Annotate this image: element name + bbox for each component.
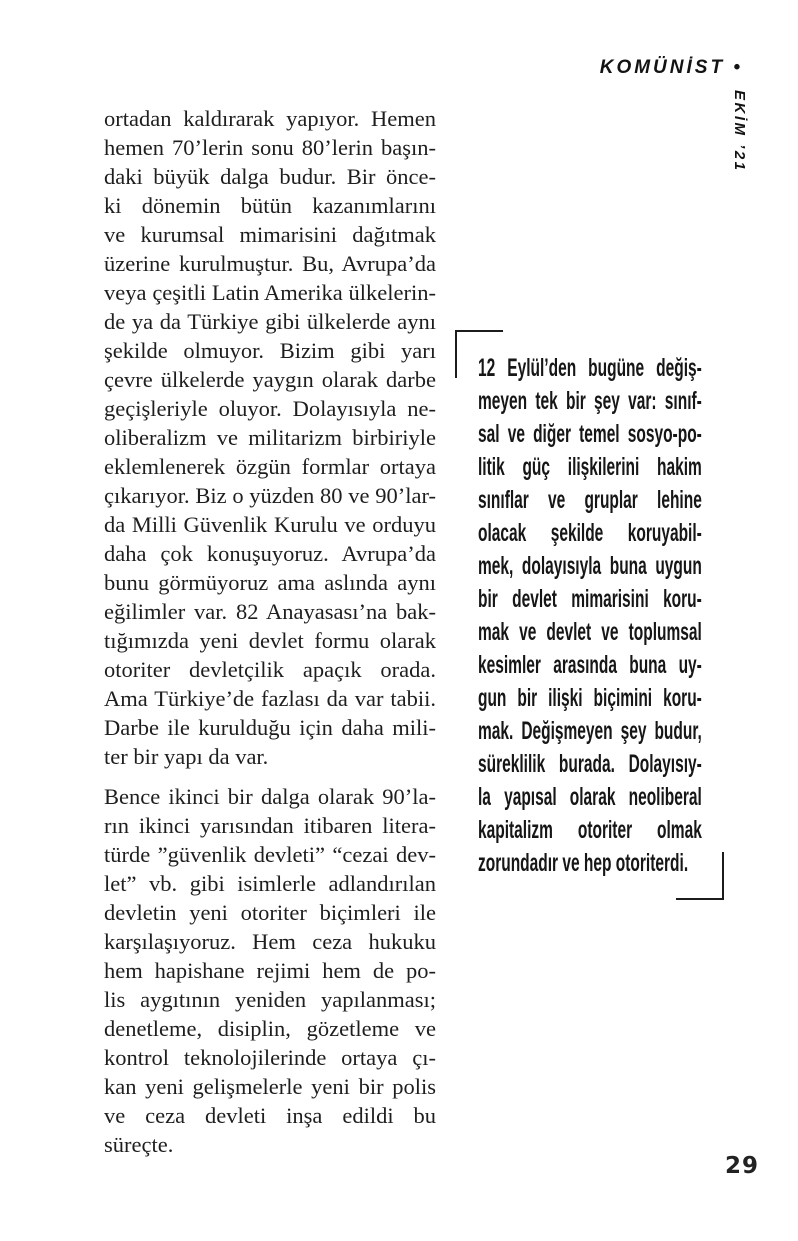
text-line: şekilde olmuyor. Bizim gibi yarı — [104, 338, 436, 363]
text-line: rın ikinci yarısından itibaren litera- — [104, 813, 436, 838]
magazine-title: KOMÜNİST • — [599, 57, 743, 78]
text-line: süreklilik burada. Dolayısıy- — [478, 750, 702, 778]
text-line: ve kurumsal mimarisini dağıtmak — [104, 222, 436, 247]
text-line: 12 Eylül’den bugüne değiş- — [478, 354, 702, 382]
text-line: otoriter devletçilik apaçık orada. — [104, 657, 436, 682]
text-line: sınıflar ve gruplar lehine — [478, 486, 702, 514]
text-line: eğilimler var. 82 Anayasası’na bak- — [104, 599, 436, 624]
text-line: Bence ikinci bir dalga olarak 90’la- — [104, 784, 436, 809]
article-paragraph — [104, 104, 436, 771]
text-line: sal ve diğer temel sosyo-po- — [478, 420, 702, 448]
text-line: veya çeşitli Latin Amerika ülkelerin- — [104, 280, 436, 305]
article-paragraph — [104, 782, 436, 1157]
text-line: mak. Değişmeyen şey budur, — [478, 717, 702, 745]
text-line: eklemlenerek özgün formlar ortaya — [104, 454, 436, 479]
text-line: mek, dolayısıyla buna uygun — [478, 552, 702, 580]
text-line: ki dönemin bütün kazanımlarını — [104, 193, 436, 218]
text-line: let” vb. gibi isimlerle adlandırılan — [104, 871, 436, 896]
article-body — [104, 104, 436, 1157]
pull-quote-text — [478, 352, 702, 880]
text-line: daki büyük dalga budur. Bir önce- — [104, 164, 436, 189]
text-line: bir devlet mimarisini koru- — [478, 585, 702, 613]
text-line: kesimler arasında buna uy- — [478, 651, 702, 679]
text-line: bunu görmüyoruz ama aslında aynı — [104, 570, 436, 595]
text-line: denetleme, disiplin, gözetleme ve — [104, 1016, 436, 1041]
text-line: çevre ülkelerde yaygın olarak darbe — [104, 367, 436, 392]
text-line: daha çok konuşuyoruz. Avrupa’da — [104, 541, 436, 566]
text-line: gun bir ilişki biçimini koru- — [478, 684, 702, 712]
text-line: tığımızda yeni devlet formu olarak — [104, 628, 436, 653]
text-line: lis aygıtının yeniden yapılanması; — [104, 987, 436, 1012]
text-line: ter bir yapı da var. — [104, 744, 269, 769]
text-line: kontrol teknolojilerinde ortaya çı- — [104, 1045, 436, 1070]
text-line: de ya da Türkiye gibi ülkelerde aynı — [104, 309, 436, 334]
text-line: kapitalizm otoriter olmak — [478, 816, 702, 844]
pull-quote — [478, 352, 702, 880]
text-line: kan yeni gelişmelerle yeni bir polis — [104, 1074, 436, 1099]
text-line: karşılaşıyoruz. Hem ceza hukuku — [104, 929, 436, 954]
text-line: Darbe ile kurulduğu için daha mili- — [104, 715, 436, 740]
text-line: üzerine kurulmuştur. Bu, Avrupa’da — [104, 251, 436, 276]
text-line: zorundadır ve hep otoriterdi. — [478, 849, 689, 877]
page-number: 29 — [725, 1153, 760, 1179]
text-line: Ama Türkiye’de fazlası da var tabii. — [104, 686, 436, 711]
text-line: mak ve devlet ve toplumsal — [478, 618, 702, 646]
text-line: olacak şekilde koruyabil- — [478, 519, 702, 547]
text-line: litik güç ilişkilerini hakim — [478, 453, 702, 481]
text-line: ve ceza devleti inşa edildi bu süreçte. — [104, 1103, 436, 1157]
text-line: türde ”güvenlik devleti” “cezai dev- — [104, 842, 436, 867]
text-line: hemen 70’lerin sonu 80’lerin başın- — [104, 135, 436, 160]
text-line: meyen tek bir şey var: sınıf- — [478, 387, 702, 415]
text-line: ortadan kaldırarak yapıyor. Hemen — [104, 106, 436, 131]
text-line: oliberalizm ve militarizm birbiriyle — [104, 425, 436, 450]
issue-date-label: EKİM ’21 — [731, 90, 748, 173]
text-line: la yapısal olarak neoliberal — [478, 783, 702, 811]
text-line: da Milli Güvenlik Kurulu ve orduyu — [104, 512, 436, 537]
text-line: devletin yeni otoriter biçimleri ile — [104, 900, 436, 925]
text-line: geçişleriyle oluyor. Dolayısıyla ne- — [104, 396, 436, 421]
text-line: çıkarıyor. Biz o yüzden 80 ve 90’lar- — [104, 483, 436, 508]
text-line: hem hapishane rejimi hem de po- — [104, 958, 436, 983]
